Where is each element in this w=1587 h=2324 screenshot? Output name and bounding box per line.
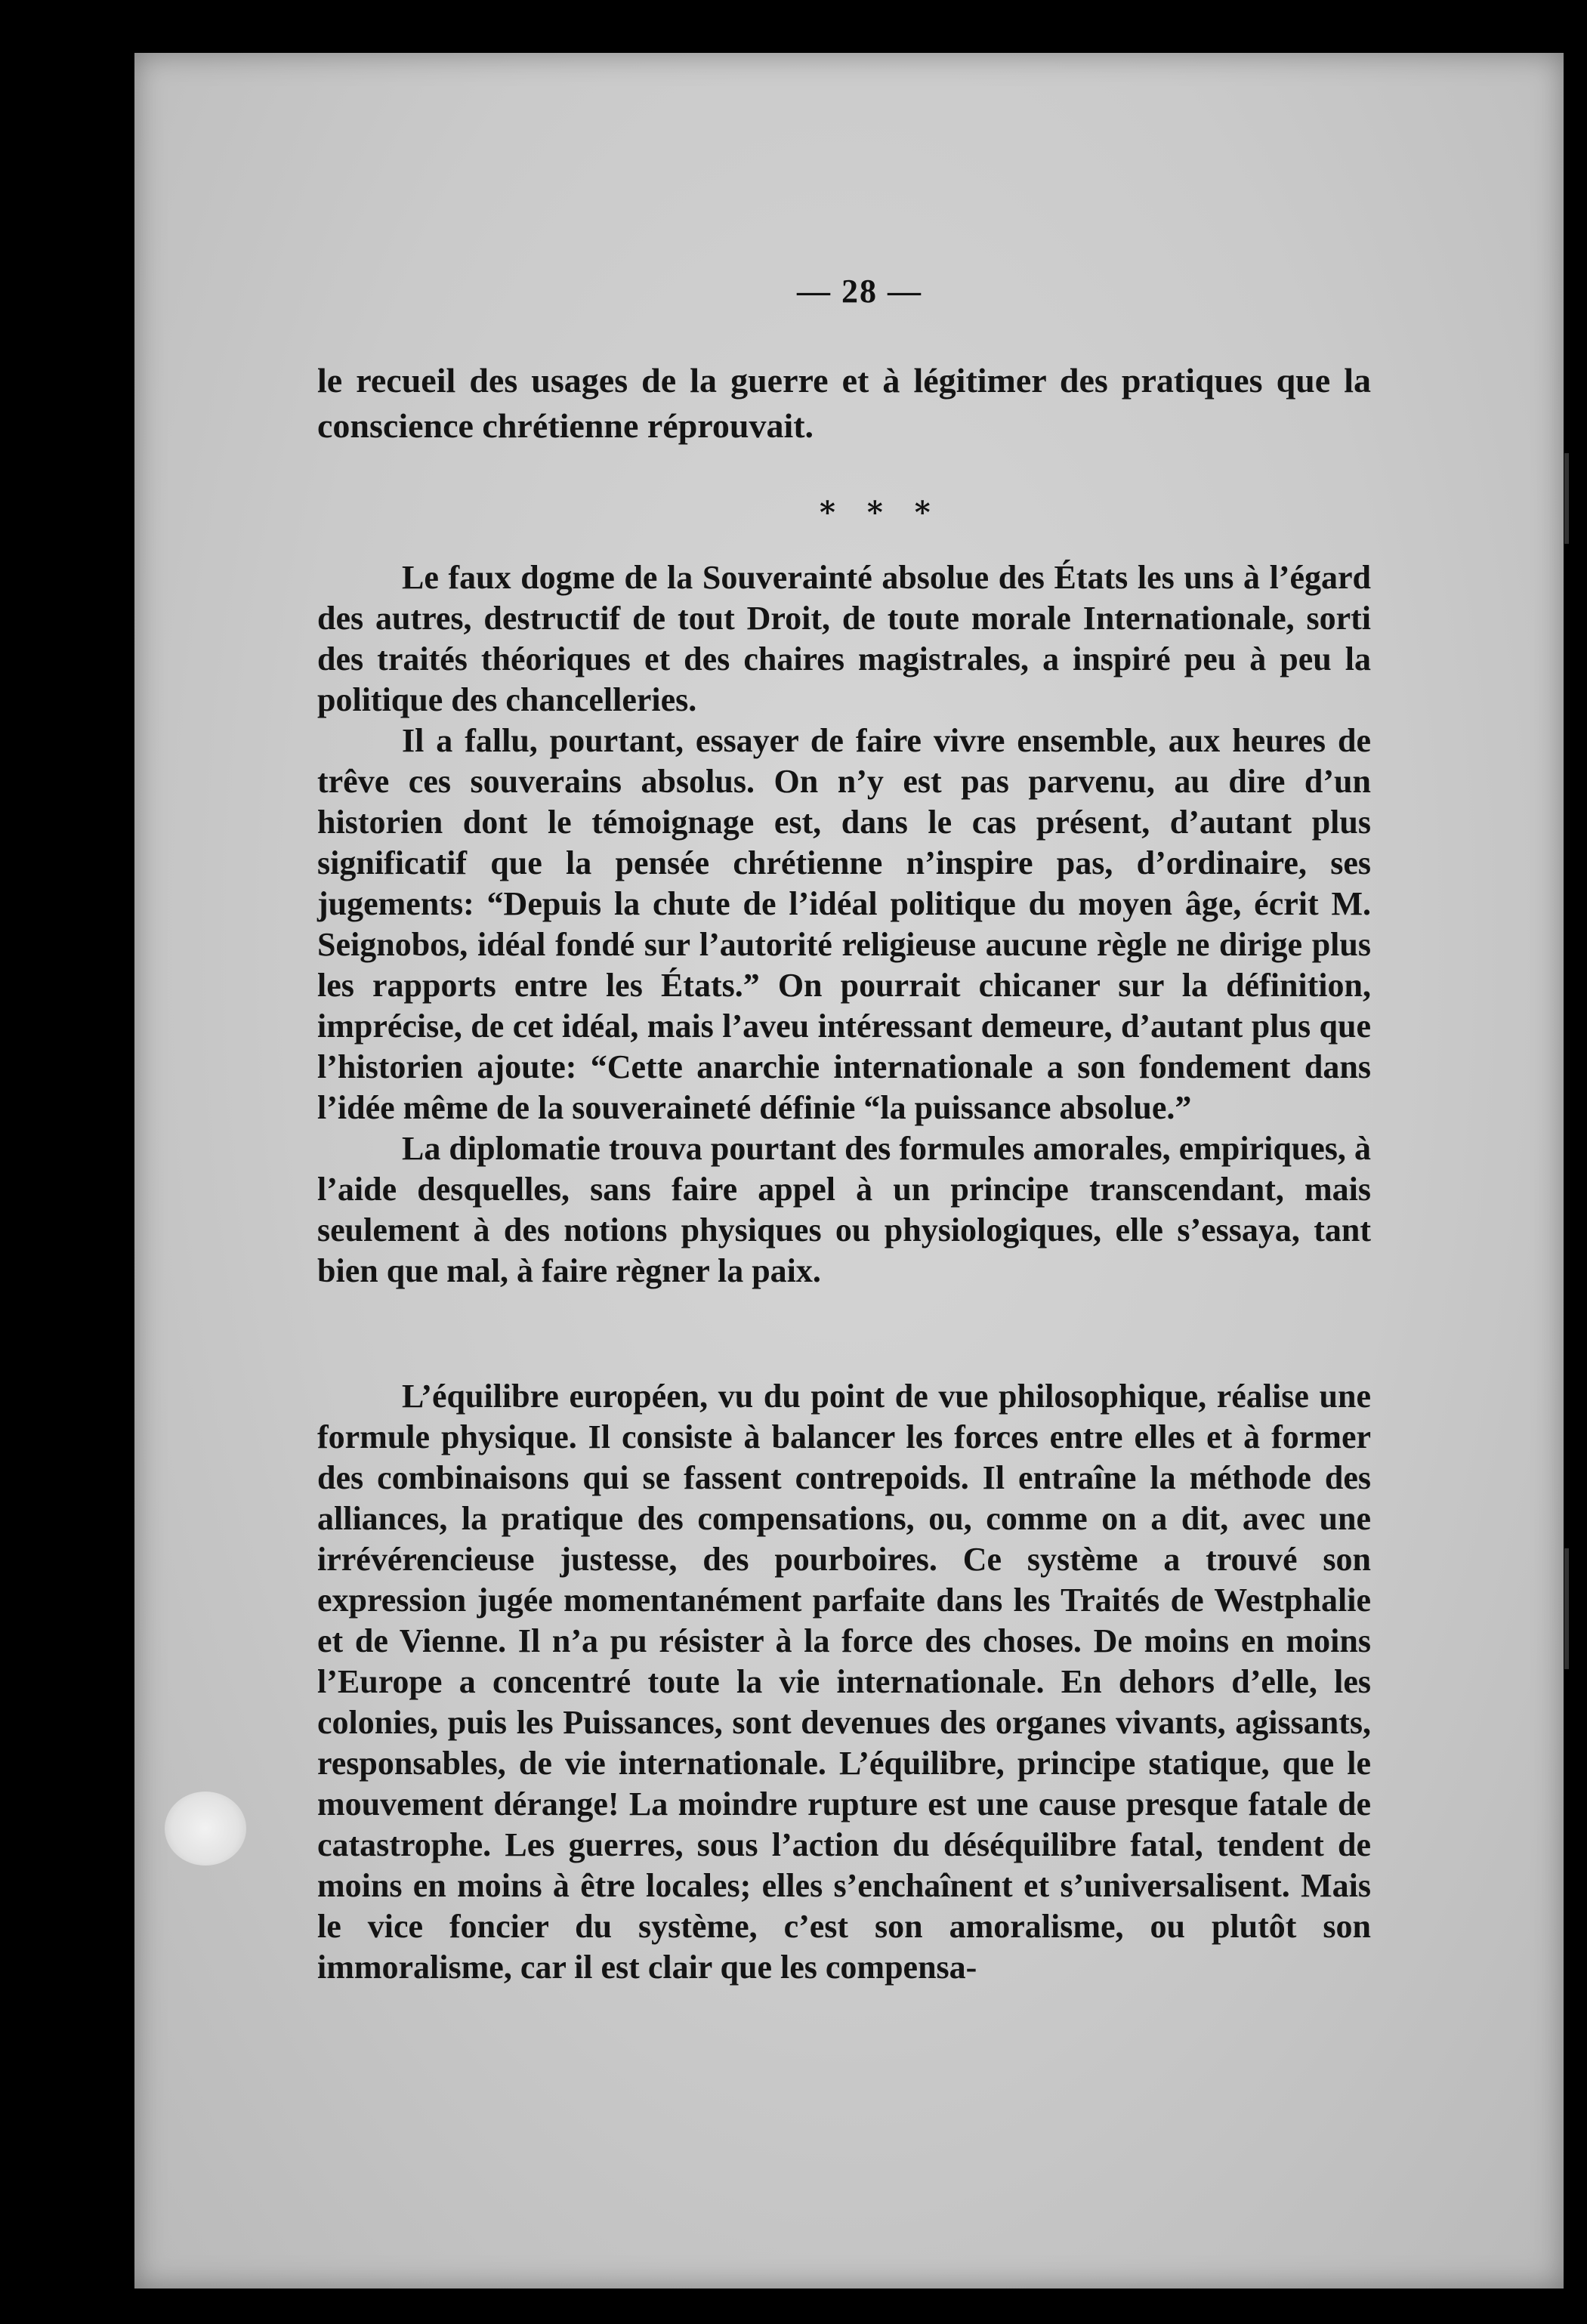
paragraph-souverainete: Le faux dogme de la Souverainté absolue des États les uns à l’égard des autres, destructif de tout Droit, de toute morale Internationale, sorti des traités théoriques et des chaires magistrales, a inspiré peu à peu la politique des chancelleries.	[317, 559, 1371, 718]
paragraph-historien: Il a fallu, pourtant, essayer de faire vivre ensemble, aux heures de trêve ces souverains absolus. On n’y est pas parvenu, au dire d’un historien dont le témoignage est, dans le cas présent, d’autant plus significatif que la pensée chrétienne n’inspire pas, d’ordinaire, ses jugements: “Depuis la chute de l’idéal politique du moyen âge, écrit M. Seignobos, idéal fondé sur l’autorité religieuse aucune règle ne dirige plus les rapports entre les États.” On pourrait chicaner sur la définition, imprécise, de cet idéal, mais l’aveu intéressant demeure, d’autant plus que l’historien ajoute: “Cette anarchie internationale a son fondement dans l’idée même de la souveraineté définie “la puissance absolue.”	[317, 722, 1371, 1126]
paragraph-equilibre: L’équilibre européen, vu du point de vue philosophique, réalise une formule physique. Il consiste à balancer les forces entre elles et à former des combinaisons qui se fassent contrepoids. Il entraîne la méthode des alliances, la pratique des compensations, ou, comme on a dit, avec une irrévérencieuse justesse, des pourboires. Ce système a trouvé son expression jugée momentanément parfaite dans les Traités de Westphalie et de Vienne. Il n’a pu résister à la force des choses. De moins en moins l’Europe a concentré toute la vie internationale. En dehors d’elle, les colonies, puis les Puissances, sont devenues des organes vivants, agissants, responsables, de vie internationale. L’équilibre, principe statique, que le mouvement dérange! La moindre rupture est une cause presque fatale de catastrophe. Les guerres, sous l’action du déséquilibre fatal, tendent de moins en moins à être locales; elles s’enchaînent et s’universalisent. Mais le vice foncier du système, c’est son amoralisme, ou plutôt son immoralisme, car il est clair que les compensa-	[317, 1378, 1371, 1986]
paper-stain	[165, 1792, 246, 1866]
edge-scratch-mark	[1564, 453, 1569, 544]
opening-paragraph	[317, 358, 1371, 449]
edge-scratch-mark	[1564, 1548, 1569, 1669]
page-number: — 28 —	[797, 273, 922, 310]
section-two	[317, 1376, 1371, 1988]
section-separator: * * *	[820, 495, 941, 530]
opening-text: le recueil des usages de la guerre et à légitimer des pratiques que la conscience chrétienne réprouvait.	[317, 361, 1371, 445]
section-one	[317, 557, 1371, 1292]
paragraph-diplomatie: La diplomatie trouva pourtant des formules amorales, empiriques, à l’aide desquelles, sans faire appel à un principe transcendant, mais seulement à des notions physiques ou physiologiques, elle s’essaya, tant bien que mal, à faire règner la paix.	[317, 1130, 1371, 1289]
